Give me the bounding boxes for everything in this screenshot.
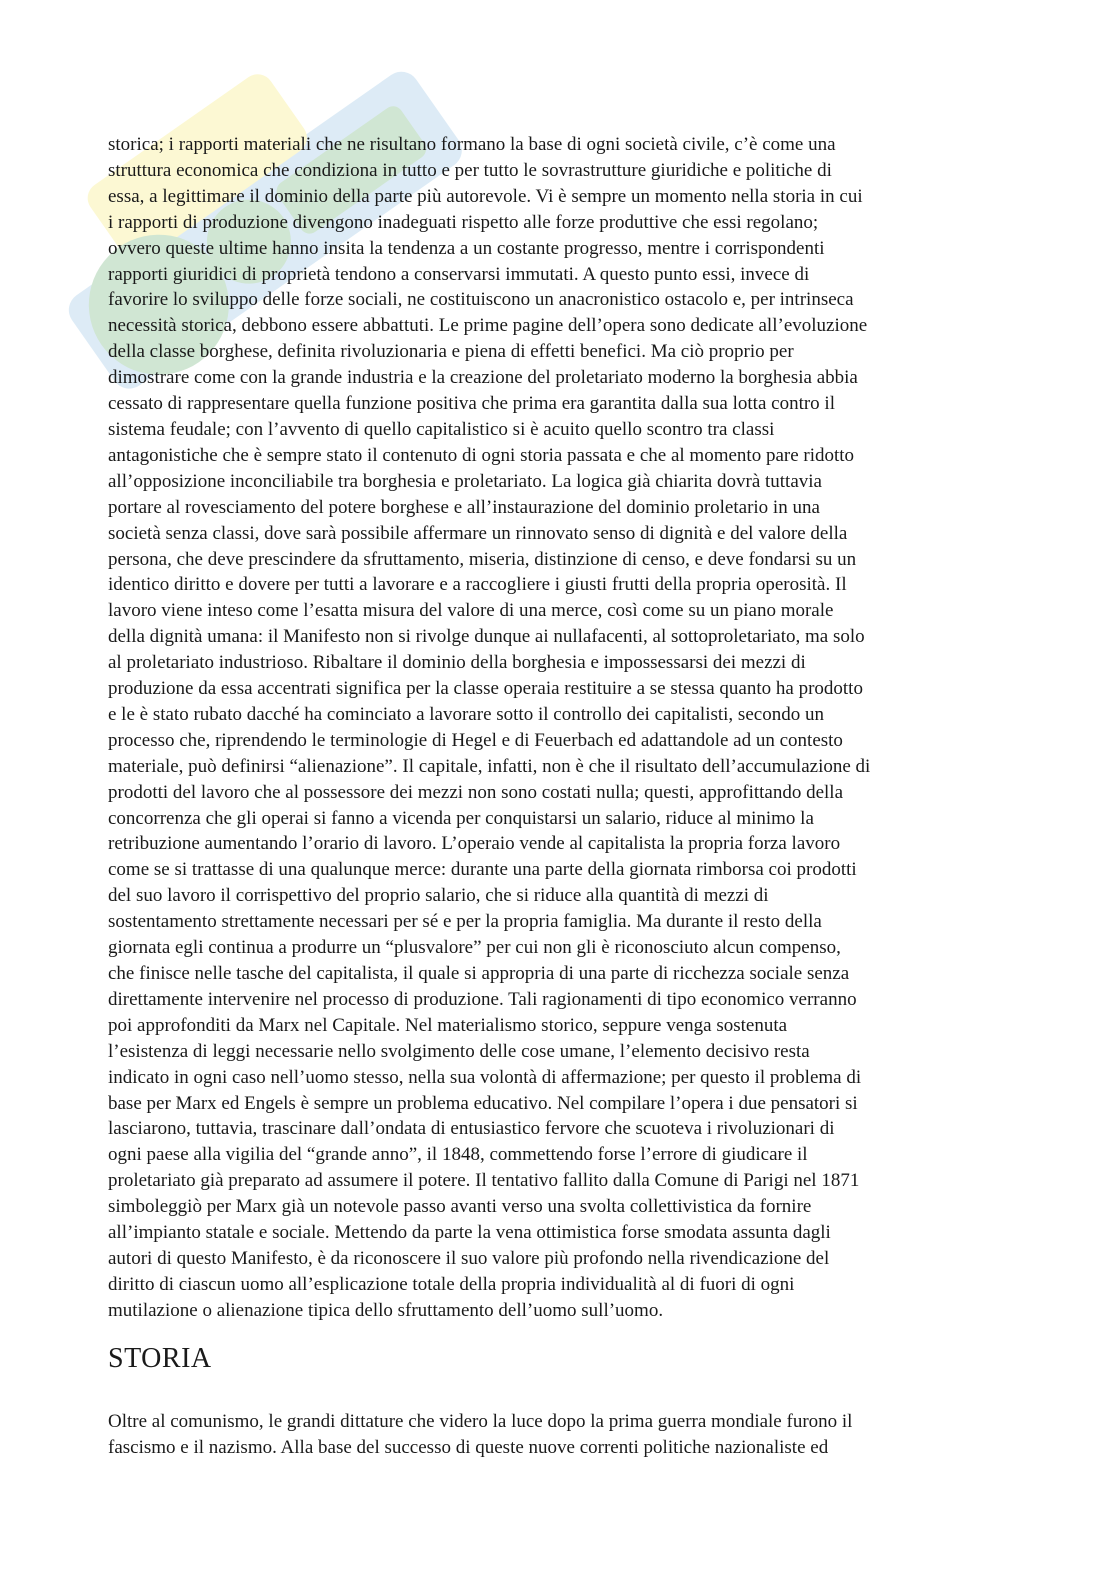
document-page <box>108 132 1008 1458</box>
body-paragraph-2: Oltre al comunismo, le grandi dittature che videro la luce dopo la prima guerra mondiale furono il fascismo e il nazismo. Alla base del successo di queste nuove correnti politiche nazionaliste ed <box>108 1411 853 1458</box>
body-paragraph: storica; i rapporti materiali che ne risultano formano la base di ogni società civile, c’è come una struttura economica che condiziona in tutto e per tutto le sovrastrutture giuridiche e politiche di essa, a legittimare il dominio della parte più autorevole. Vi è sempre un momento nella storia in cui i rapporti di produzione divengono inadeguati rispetto alle forze produttive che essi regolano; ovvero queste ultime hanno insita la tendenza a un costante progresso, mentre i corrispondenti rapporti giuridici di proprietà tendono a conservarsi immutati. A questo punto essi, invece di favorire lo sviluppo delle forze sociali, ne costituiscono un anacronistico ostacolo e, per intrinseca necessità storica, debbono essere abbattuti. Le prime pagine dell’opera sono dedicate all’evoluzione della classe borghese, definita rivoluzionaria e piena di effetti benefici. Ma ciò proprio per dimostrare come con la grande industria e la creazione del proletariato moderno la borghesia abbia cessato di rappresentare quella funzione positiva che prima era garantita dalla sua lotta contro il sistema feudale; con l’avvento di quello capitalistico si è acuito quello scontro tra classi antagonistiche che è sempre stato il contenuto di ogni storia passata e che al momento pare ridotto all’opposizione inconciliabile tra borghesia e proletariato. La logica già chiarita dovrà tuttavia portare al rovesciamento del potere borghese e all’instaurazione del dominio proletario in una società senza classi, dove sarà possibile affermare un rinnovato senso di dignità e del valore della persona, che deve prescindere da sfruttamento, miseria, distinzione di censo, e deve fondarsi su un identico diritto e dovere per tutti a lavorare e a raccogliere i giusti frutti della propria operosità. Il lavoro viene inteso come l’esatta misura del valore di una merce, così come su un piano morale della dignità umana: il Manifesto non si rivolge dunque ai nullafacenti, al sottoproletariato, ma solo al proletariato industrioso. Ribaltare il dominio della borghesia e impossessarsi dei mezzi di produzione da essa accentrati significa per la classe operaia restituire a se stessa quanto ha prodotto e le è stato rubato dacché ha cominciato a lavorare sotto il controllo dei capitalisti, secondo un processo che, riprendendo le terminologie di Hegel e di Feuerbach ed adattandole ad un contesto materiale, può definirsi “alienazione”. Il capitale, infatti, non è che il risultato dell’accumulazione di prodotti del lavoro che al possessore dei mezzi non sono costati nulla; questi, approfittando della concorrenza che gli operai si fanno a vicenda per conquistarsi un salario, riduce al minimo la retribuzione aumentando l’orario di lavoro. L’operaio vende al capitalista la propria forza lavoro come se si trattasse di una qualunque merce: durante una parte della giornata rimborsa coi prodotti del suo lavoro il corrispettivo del proprio salario, che si riduce alla quantità di mezzi di sostentamento strettamente necessari per sé e per la propria famiglia. Ma durante il resto della giornata egli continua a produrre un “plusvalore” per cui non gli è riconosciuto alcun compenso, che finisce nelle tasche del capitalista, il quale si appropria di una parte di ricchezza sociale senza direttamente intervenire nel processo di produzione. Tali ragionamenti di tipo economico verranno poi approfonditi da Marx nel Capitale. Nel materialismo storico, seppure venga sostenuta l’esistenza di leggi necessarie nello svolgimento delle cose umane, l’elemento decisivo resta indicato in ogni caso nell’uomo stesso, nella sua volontà di affermazione; per questo il problema di base per Marx ed Engels è sempre un problema educativo. Nel compilare l’opera i due pensatori si lasciarono, tuttavia, trascinare dall’ondata di entusiastico fervore che scuoteva i rivoluzionari di ogni paese alla vigilia del “grande anno”, il 1848, commettendo forse l’errore di giudicare il proletariato già preparato ad assumere il potere. Il tentativo fallito dalla Comune di Parigi nel 1871 simboleggiò per Marx già un notevole passo avanti verso una svolta collettivistica da fornire all’impianto statale e sociale. Mettendo da parte la vena ottimistica forse smodata assunta dagli autori di questo Manifesto, è da riconoscere il suo valore più profondo nella rivendicazione del diritto di ciascun uomo all’esplicazione totale della propria individualità al di fuori di ogni mutilazione o alienazione tipica dello sfruttamento dell’uomo sull’uomo. <box>108 134 871 1321</box>
section-heading: STORIA <box>108 1343 212 1374</box>
